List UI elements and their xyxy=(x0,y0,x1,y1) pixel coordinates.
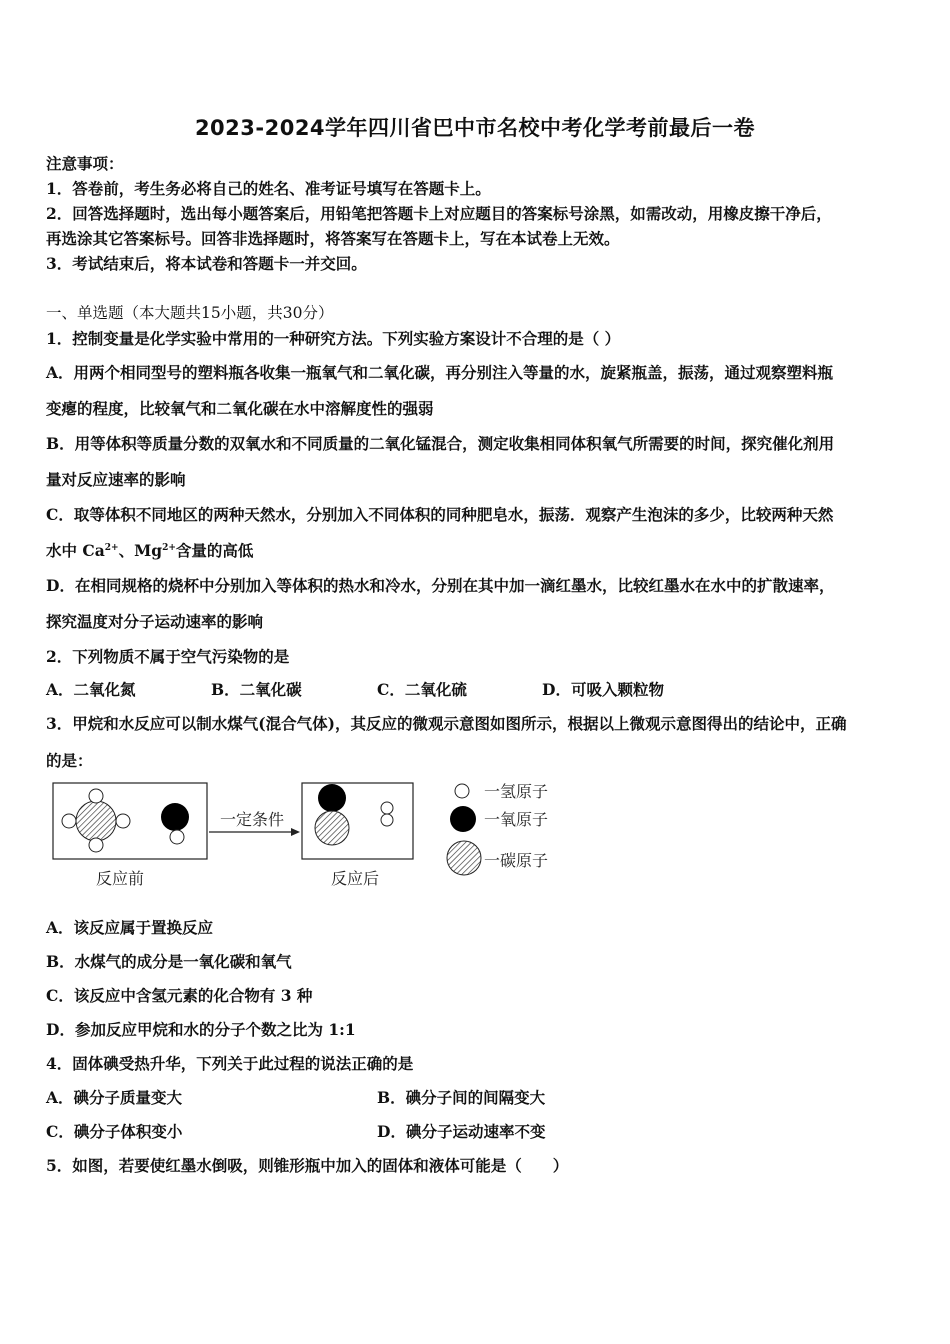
q1-c-sup-mg: 2+ xyxy=(162,542,176,553)
q2-option-a: A．二氧化氮 xyxy=(46,680,136,699)
q5-stem: 5．如图，若要使红墨水倒吸，则锥形瓶中加入的固体和液体可能是（ ） xyxy=(46,1156,569,1175)
q1-option-d: D．在相同规格的烧杯中分别加入等体积的热水和冷水，分别在其中加一滴红墨水，比较红墨水在水中的扩散速率， xyxy=(46,576,835,595)
page-title: 2023-2024学年四川省巴中市名校中考化学考前最后一卷 xyxy=(194,116,756,140)
q1-option-d-cont: 探究温度对分子运动速率的影响 xyxy=(46,612,264,631)
oxygen-atom-icon xyxy=(450,806,476,832)
q1-option-c: C．取等体积不同地区的两种天然水，分别加入不同体积的同种肥皂水，振荡．观察产生泡沫的多少，比较两种天然 xyxy=(46,505,834,524)
notice-item-3: 3．考试结束后，将本试卷和答题卡一并交回。 xyxy=(46,254,367,273)
before-label: 反应前 xyxy=(96,869,145,888)
products-box xyxy=(302,783,413,859)
notice-item-2-cont: 再选涂其它答案标号。回答非选择题时，将答案写在答题卡上，写在本试卷上无效。 xyxy=(46,229,620,248)
q1-stem: 1．控制变量是化学实验中常用的一种研究方法。下列实验方案设计不合理的是（ ） xyxy=(46,329,621,348)
q4-option-a: A．碘分子质量变大 xyxy=(46,1088,183,1107)
legend xyxy=(447,782,548,875)
q2-option-b: B．二氧化碳 xyxy=(211,680,302,699)
q4-option-d: D．碘分子运动速率不变 xyxy=(377,1122,546,1141)
notice-heading: 注意事项： xyxy=(46,154,124,173)
q3-stem-cont: 的是： xyxy=(46,751,93,770)
q2-stem: 2．下列物质不属于空气污染物的是 xyxy=(46,647,290,666)
reactants-box xyxy=(53,783,207,859)
legend-hydrogen: 一氢原子 xyxy=(484,782,549,801)
after-label: 反应后 xyxy=(331,869,380,888)
q1-option-a: A．用两个相同型号的塑料瓶各收集一瓶氧气和二氧化碳，再分别注入等量的水，旋紧瓶盖，振荡，通过观察塑料瓶 xyxy=(46,363,834,382)
q1-c-text-post: 含量的高低 xyxy=(175,541,254,560)
legend-carbon: 一碳原子 xyxy=(484,851,549,870)
q3-option-c: C．该反应中含氢元素的化合物有 3 种 xyxy=(46,986,313,1005)
q3-option-b: B．水煤气的成分是一氧化碳和氧气 xyxy=(46,952,292,971)
q4-option-b: B．碘分子间的间隔变大 xyxy=(377,1088,546,1107)
reaction-arrow xyxy=(209,810,300,836)
q2-option-d: D．可吸入颗粒物 xyxy=(542,680,664,699)
notice-item-2: 2．回答选择题时，选出每小题答案后，用铅笔把答题卡上对应题目的答案标号涂黑，如需改动，用橡皮擦干净后， xyxy=(46,204,832,223)
section-heading: 一、单选题（本大题共15小题，共30分） xyxy=(46,304,334,322)
q1-c-text-mid: 、Mg xyxy=(118,541,163,560)
q1-option-b-cont: 量对反应速率的影响 xyxy=(46,470,186,489)
q1-option-a-cont: 变瘪的程度，比较氧气和二氧化碳在水中溶解度性的强弱 xyxy=(46,399,434,418)
reaction-diagram xyxy=(46,775,586,895)
hydrogen-atom-icon xyxy=(455,784,469,798)
q4-stem: 4．固体碘受热升华，下列关于此过程的说法正确的是 xyxy=(46,1054,414,1073)
q4-option-c: C．碘分子体积变小 xyxy=(46,1122,183,1141)
notice-item-1: 1．答卷前，考生务必将自己的姓名、准考证号填写在答题卡上。 xyxy=(46,179,491,198)
legend-oxygen: 一氧原子 xyxy=(484,810,549,829)
q1-option-c-cont xyxy=(46,539,253,561)
q3-stem: 3．甲烷和水反应可以制水煤气(混合气体)，其反应的微观示意图如图所示，根据以上微观示意图得出的结论中，正确 xyxy=(46,714,847,733)
q1-c-text-pre: 水中 Ca xyxy=(46,541,105,560)
q2-option-c: C．二氧化硫 xyxy=(377,680,467,699)
carbon-atom-icon xyxy=(447,841,481,875)
arrow-label: 一定条件 xyxy=(220,810,285,829)
q1-c-sup-ca: 2+ xyxy=(104,542,119,553)
q1-option-b: B．用等体积等质量分数的双氧水和不同质量的二氧化锰混合，测定收集相同体积氧气所需要的时间，探究催化剂用 xyxy=(46,434,835,453)
q3-option-a: A．该反应属于置换反应 xyxy=(46,918,214,937)
q3-option-d: D．参加反应甲烷和水的分子个数之比为 1:1 xyxy=(46,1020,356,1039)
